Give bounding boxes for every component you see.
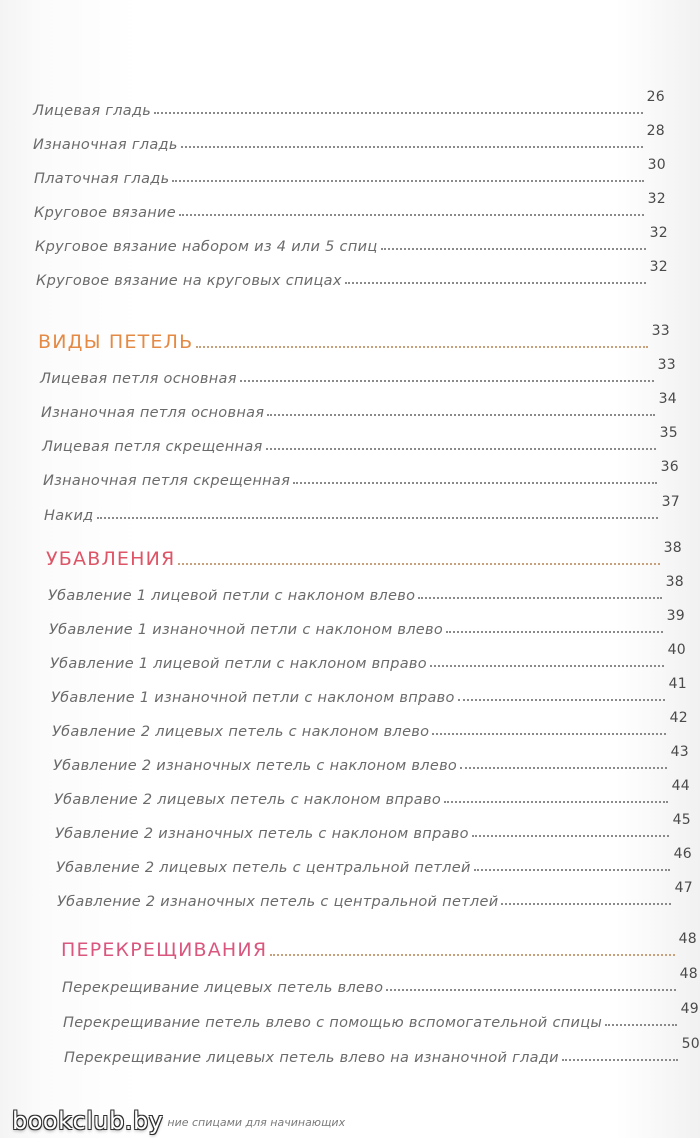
toc-page-number: 49 bbox=[680, 1001, 699, 1017]
dot-leader bbox=[293, 482, 656, 484]
toc-entry-label: Перекрещивание лицевых петель влево на изнаночной глади bbox=[64, 1050, 559, 1066]
toc-entry-label: Убавление 1 лицевой петли с наклоном влево bbox=[48, 588, 416, 604]
watermark-logo[interactable]: bookclub.by bbox=[12, 1107, 164, 1135]
toc-entry bbox=[63, 1001, 699, 1031]
toc-page-number: 30 bbox=[647, 157, 666, 173]
toc-entry-label: Убавление 2 изнаночных петель с центральной петлей bbox=[57, 894, 499, 910]
toc-entry bbox=[56, 846, 692, 876]
dot-leader bbox=[460, 767, 666, 769]
running-footer-title: ние спицами для начинающих bbox=[167, 1116, 346, 1129]
toc-page-number: 26 bbox=[646, 89, 665, 105]
toc-page-number: 42 bbox=[669, 710, 688, 726]
toc-entry bbox=[36, 259, 668, 289]
toc-entry-label: Убавление 1 лицевой петли с наклоном вправо bbox=[50, 656, 427, 672]
toc-entry-label: Убавление 2 лицевых петель с наклоном вправо bbox=[54, 792, 441, 808]
toc-page-number: 48 bbox=[679, 966, 698, 982]
toc-page-number: 45 bbox=[672, 812, 691, 828]
toc-page-number: 33 bbox=[657, 357, 676, 373]
toc-entry bbox=[51, 676, 687, 706]
toc-entry-label: Круговое вязание набором из 4 или 5 спиц bbox=[35, 239, 378, 255]
dot-leader bbox=[178, 563, 659, 565]
toc-entry bbox=[55, 812, 691, 842]
toc-entry bbox=[40, 357, 676, 387]
dot-leader bbox=[605, 1024, 676, 1026]
toc-page-number: 34 bbox=[658, 391, 677, 407]
dot-leader bbox=[97, 517, 658, 519]
dot-leader bbox=[196, 346, 647, 348]
section-title: УБАВЛЕНИЯ bbox=[46, 548, 176, 570]
dot-leader bbox=[501, 903, 670, 905]
toc-page-number: 50 bbox=[681, 1036, 700, 1052]
dot-leader bbox=[472, 835, 669, 837]
toc-entry bbox=[50, 642, 686, 672]
toc-entry bbox=[34, 191, 666, 221]
toc-entry bbox=[44, 494, 680, 524]
dot-leader bbox=[474, 869, 670, 871]
dot-leader bbox=[179, 214, 644, 216]
page-footer bbox=[12, 1095, 345, 1135]
toc-entry bbox=[34, 157, 666, 187]
toc-entry-label: Перекрещивание лицевых петель влево bbox=[62, 980, 384, 996]
toc-page-number: 44 bbox=[671, 778, 690, 794]
toc-page-number: 32 bbox=[649, 225, 668, 241]
toc-entry-label: Убавление 2 лицевых петель с центральной петлей bbox=[56, 860, 471, 876]
dot-leader bbox=[381, 248, 646, 250]
dot-leader bbox=[562, 1059, 678, 1061]
toc-entry bbox=[52, 710, 688, 740]
toc-entry bbox=[33, 123, 665, 153]
toc-entry bbox=[42, 425, 678, 455]
dot-leader bbox=[181, 146, 643, 148]
dot-leader bbox=[446, 631, 663, 633]
toc-entry-label: Убавление 2 изнаночных петель с наклоном вправо bbox=[55, 826, 469, 842]
toc-entry bbox=[33, 89, 665, 119]
section-title: ВИДЫ ПЕТЕЛЬ bbox=[38, 331, 194, 353]
toc-page-number: 40 bbox=[667, 642, 686, 658]
toc-entry bbox=[41, 391, 677, 421]
toc-entry-label: Лицевая петля основная bbox=[40, 371, 237, 387]
toc-page-number: 41 bbox=[668, 676, 687, 692]
toc-section-heading bbox=[61, 931, 697, 961]
toc-entry-label: Изнаночная петля основная bbox=[41, 405, 265, 421]
toc-entry-label: Круговое вязание bbox=[34, 205, 177, 221]
toc-entry-label: Убавление 1 изнаночной петли с наклоном вправо bbox=[51, 690, 455, 706]
toc-page-number: 39 bbox=[666, 608, 685, 624]
toc-entry bbox=[57, 880, 693, 910]
toc-page-number: 32 bbox=[647, 191, 666, 207]
dot-leader bbox=[240, 380, 654, 382]
dot-leader bbox=[267, 414, 654, 416]
dot-leader bbox=[172, 180, 643, 182]
toc-page-number: 32 bbox=[649, 259, 668, 275]
toc-page-number: 43 bbox=[670, 744, 689, 760]
toc-entry-label: Изнаночная петля скрещенная bbox=[43, 473, 291, 489]
toc-entry bbox=[53, 744, 689, 774]
toc-entry-label: Убавление 2 лицевых петель с наклоном влево bbox=[52, 724, 430, 740]
toc-entry-label: Лицевая гладь bbox=[33, 103, 152, 119]
toc-entry bbox=[64, 1036, 700, 1066]
toc-entry bbox=[54, 778, 690, 808]
toc-page-number: 47 bbox=[674, 880, 693, 896]
dot-leader bbox=[270, 954, 674, 956]
toc-page-number: 37 bbox=[661, 494, 680, 510]
dot-leader bbox=[154, 112, 642, 114]
toc-page-number: 46 bbox=[673, 846, 692, 862]
toc-entry bbox=[49, 608, 685, 638]
toc-section-heading bbox=[46, 540, 682, 570]
toc-page-number: 28 bbox=[646, 123, 665, 139]
dot-leader bbox=[345, 282, 646, 284]
dot-leader bbox=[418, 597, 661, 599]
toc-page-number: 33 bbox=[651, 323, 670, 339]
toc-entry-label: Убавление 1 изнаночной петли с наклоном влево bbox=[49, 622, 444, 638]
section-title: ПЕРЕКРЕЩИВАНИЯ bbox=[61, 939, 268, 961]
dot-leader bbox=[266, 448, 656, 450]
toc-entry-label: Накид bbox=[44, 508, 94, 524]
toc-page-number: 35 bbox=[659, 425, 678, 441]
toc-page-number: 38 bbox=[665, 574, 684, 590]
toc-page-number: 38 bbox=[663, 540, 682, 556]
toc-section-heading bbox=[38, 323, 670, 353]
toc-entry bbox=[35, 225, 668, 255]
toc-entry-label: Убавление 2 изнаночных петель с наклоном влево bbox=[53, 758, 458, 774]
toc-entry-label: Круговое вязание на круговых спицах bbox=[36, 273, 342, 289]
toc-entry-label: Платочная гладь bbox=[34, 171, 170, 187]
toc-entry bbox=[43, 459, 679, 489]
toc-page-number: 36 bbox=[660, 459, 679, 475]
toc-entry-label: Изнаночная гладь bbox=[33, 137, 178, 153]
toc-page-number: 48 bbox=[678, 931, 697, 947]
toc-entry bbox=[62, 966, 698, 996]
toc-entry-label: Лицевая петля скрещенная bbox=[42, 439, 263, 455]
dot-leader bbox=[432, 733, 665, 735]
dot-leader bbox=[386, 989, 675, 991]
toc-entry bbox=[48, 574, 684, 604]
dot-leader bbox=[458, 699, 665, 701]
dot-leader bbox=[444, 801, 668, 803]
toc-entry-label: Перекрещивание петель влево с помощью вспомогательной спицы bbox=[63, 1015, 603, 1031]
dot-leader bbox=[430, 665, 664, 667]
